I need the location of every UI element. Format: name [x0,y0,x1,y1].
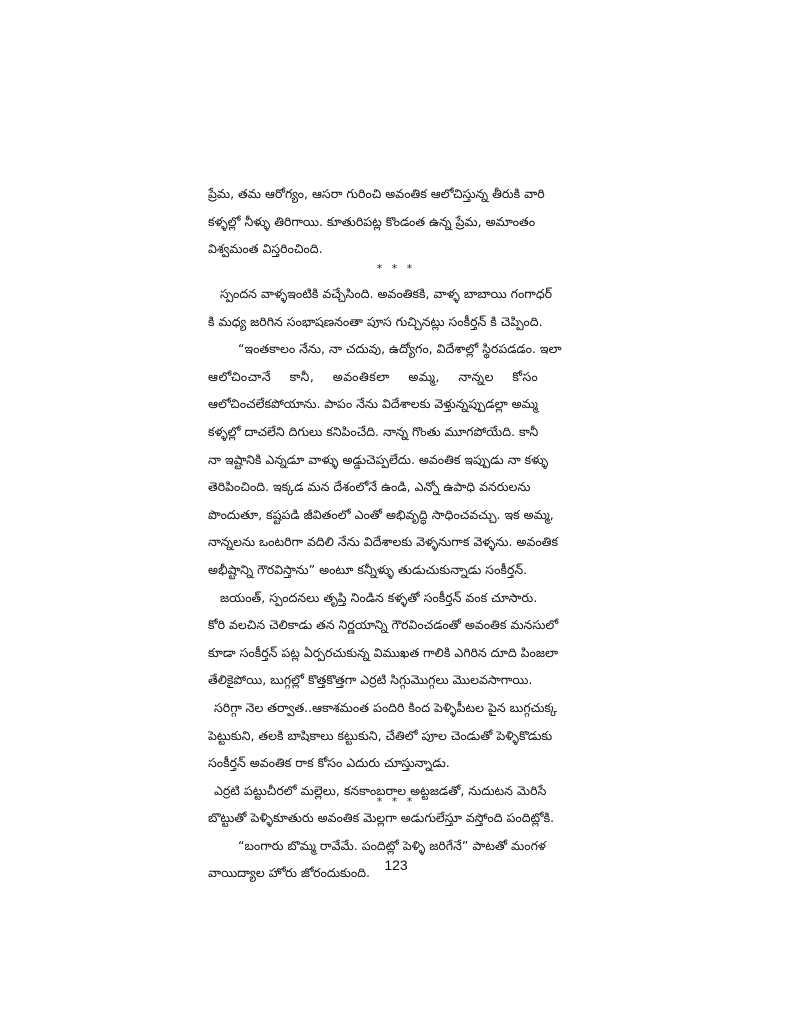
text-line: బొట్టుతో పెళ్ళికూతురు అవంతిక మెల్లగా అడుగులేస్తూ వస్తోంది పందిట్లోకి. [208,810,555,826]
text-line: ప్రేమ, తమ ఆరోగ్యం, ఆసరా గురించి అవంతిక ఆలోచిస్తున్న తీరుకి వారి [208,186,545,201]
section-separator: * * * [376,262,416,275]
text-line: సంకీర్తన్ అవంతిక రాక కోసం ఎదురు చూస్తున్నాడు. [208,755,450,771]
section-separator: * * * [376,795,416,808]
text-line: ఆలోచించలేకపోయాను. పాపం నేను విదేశాలకు వెళ్తున్నప్పుడల్లా అమ్మ [208,396,538,412]
text-line: “బంగారు బొమ్మ రావేమే. పందిట్లో పెళ్ళి జరిగేనే” పాటతో మంగళ [238,837,546,853]
text-line: పొందుతూ, కష్టపడి జీవితంలో ఎంతో అభివృద్ధి సాధించవచ్చు. ఇక అమ్మ, [208,506,554,522]
text-line: నాన్నలను ఒంటరిగా వదిలి నేను విదేశాలకు వెళ్ళనుగాక వెళ్ళను. అవంతిక [208,534,558,550]
text-line: ఎర్రటి పట్టుచీరలో మల్లెలు, కనకాంబరాల అట్టజడతో, నుదుటన మెరిసే [214,782,547,798]
text-line: విశ్వమంత విస్తరించింది. [208,241,323,257]
text-line: “ఇంతకాలం నేను, నా చదువు, ఉద్యోగం, విదేశాల్లో స్థిరపడడం. ఇలా [238,341,562,357]
text-line: అభీష్టాన్ని గౌరవిస్తాను” అంటూ కన్నీళ్ళు తుడుచుకున్నాడు సంకీర్తన్. [208,561,528,577]
page-number: 123 [384,857,408,873]
text-line: స్పందన వాళ్ళఇంటికి వచ్చేసింది. అవంతికకి, వాళ్ళ బాబాయి గంగాధర్ [220,286,553,301]
text-line: కళ్ళల్లో నీళ్ళు తిరిగాయి. కూతురిపట్ల కొండంత ఉన్న ప్రేమ, అమాంతం [208,213,536,229]
text-line: కోరి వలచిన చెలికాడు తన నిర్ణయాన్ని గౌరవించడంతో అవంతిక మనసులో [208,617,559,633]
text-line: కి మధ్య జరిగిన సంభాషణనంతా పూస గుచ్చినట్లు సంకీర్తన్ కి చెప్పింది. [208,313,543,329]
text-line: పెట్టుకుని, తలకి బాషికాలు కట్టుకుని, చేతిలో పూల చెండుతో పెళ్ళికొడుకు [208,727,553,743]
paragraph-continuation [208,180,608,263]
text-line: తేలికైపోయి, బుగ్గల్లో కొత్తకొత్తగా ఎర్రటి సిగ్గుమొగ్గలు మొలవసాగాయి. [208,672,533,688]
text-line: నా ఇష్టానికి ఎన్నడూ వాళ్ళు అడ్డుచెప్పలేదు. అవంతిక ఇప్పుడు నా కళ్ళు [208,451,549,467]
text-line: కూడా సంకీర్తన్ పట్ల ఏర్పరచుకున్న విముఖత గాలికి ఎగిరిన దూది పింజలా [208,644,559,660]
text-line: జయంత్, స్పందనలు తృప్తి నిండిన కళ్ళతో సంకీర్తన్ వంక చూసారు. [220,589,538,605]
text-line: కళ్ళల్లో దాచలేని దిగులు కనిపించేది. నాన్న గొంతు మూగపోయేది. కానీ [208,423,539,439]
text-line: సరిగ్గా నెల తర్వాత..ఆకాశమంత పందిరి కింద పెళ్ళిపీటల పైన బుగ్గచుక్క [214,699,557,715]
text-line: వాయిద్యాల హోరు జోరందుకుంది. [208,865,371,881]
text-line: ఆలోచించానే కానీ, అవంతికలా అమ్మ, నాన్నల కోసం [208,368,539,384]
text-line: తెరిపించింది. ఇక్కడ మన దేశంలోనే ఉండి, ఎన్నో ఉపాధి వనరులను [208,479,531,495]
